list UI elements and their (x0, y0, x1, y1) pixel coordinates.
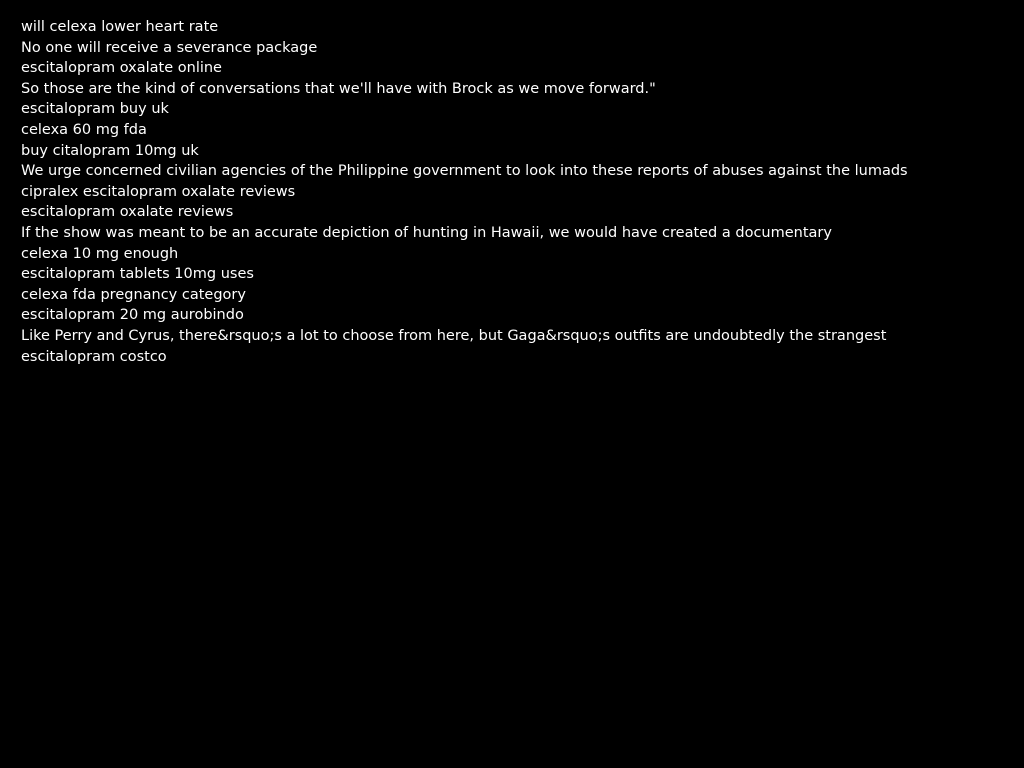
text-line-16: Like Perry and Cyrus, there&rsquo;s a lot to choose from here, but Gaga&rsquo;s outfits are undoubtedly the strangest (21, 327, 887, 344)
text-line-17: escitalopram costco (21, 348, 167, 365)
text-block (21, 17, 1011, 367)
text-line-7: buy citalopram 10mg uk (21, 142, 199, 159)
text-line-11: If the show was meant to be an accurate depiction of hunting in Hawaii, we would have created a documentary (21, 224, 832, 241)
text-line-8: We urge concerned civilian agencies of the Philippine government to look into these reports of abuses against the lumads (21, 163, 908, 180)
text-line-9: cipralex escitalopram oxalate reviews (21, 183, 296, 200)
text-line-10: escitalopram oxalate reviews (21, 204, 234, 221)
text-line-14: celexa fda pregnancy category (21, 286, 246, 303)
text-line-12: celexa 10 mg enough (21, 245, 179, 262)
text-line-6: celexa 60 mg fda (21, 121, 147, 138)
text-line-5: escitalopram buy uk (21, 101, 169, 118)
text-line-2: No one will receive a severance package (21, 39, 318, 56)
text-line-13: escitalopram tablets 10mg uses (21, 266, 254, 283)
text-line-4: So those are the kind of conversations that we'll have with Brock as we move forward." (21, 80, 656, 97)
text-line-3: escitalopram oxalate online (21, 60, 222, 77)
text-line-1: will celexa lower heart rate (21, 19, 219, 35)
text-line-15: escitalopram 20 mg aurobindo (21, 307, 244, 324)
